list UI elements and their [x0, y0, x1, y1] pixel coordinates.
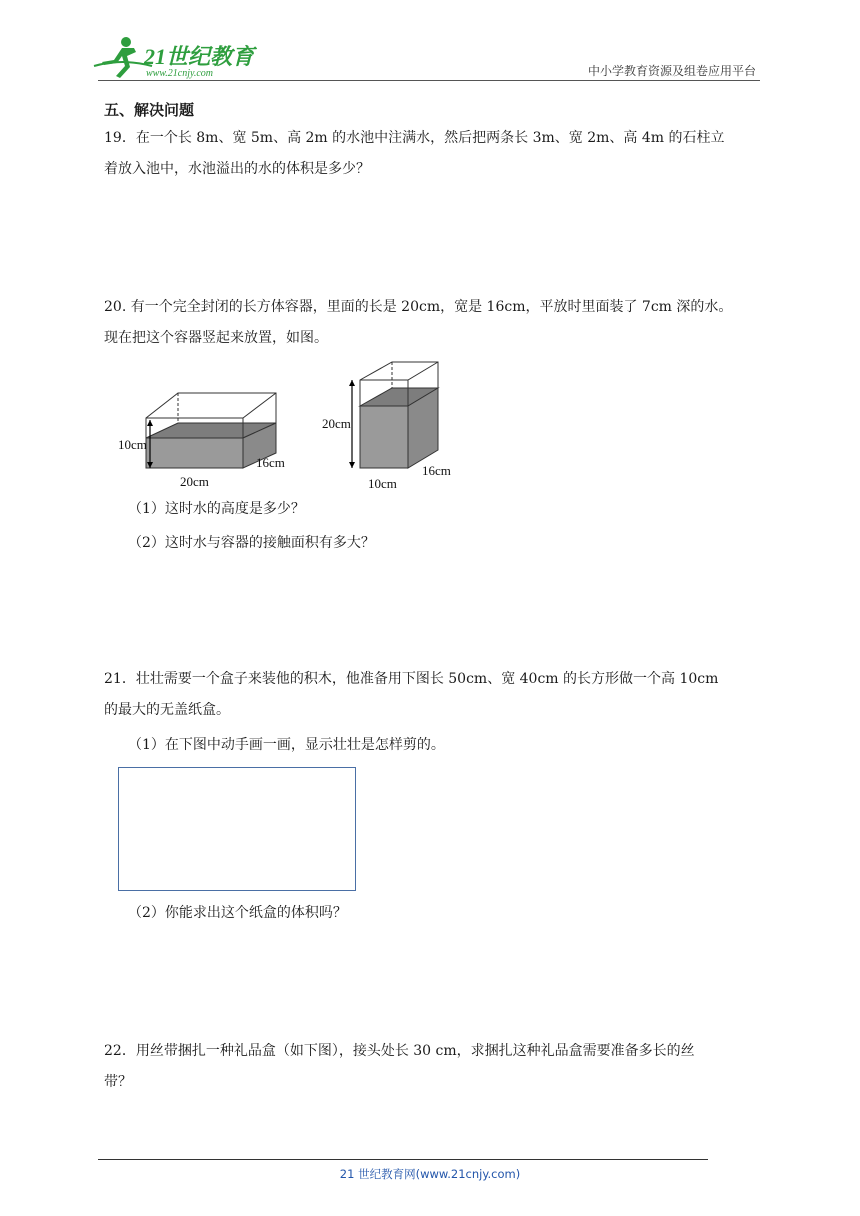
logo-url: www.21cnjy.com	[146, 68, 214, 79]
question-20	[104, 292, 764, 354]
left-width-label: 16cm	[256, 455, 285, 470]
q21-sub2: （2）你能求出这个纸盒的体积吗？	[128, 905, 347, 921]
q20-sub2: （2）这时水与容器的接触面积有多大？	[128, 535, 375, 551]
right-height-label: 20cm	[322, 416, 351, 431]
section-title: 五、解决问题	[104, 101, 195, 119]
question-21	[104, 664, 764, 726]
q22-line2: 带？	[104, 1074, 132, 1090]
q21-line1: 21．壮壮需要一个盒子来装他的积木，他准备用下图长 50cm、宽 40cm 的长方形做一个高 10cm	[104, 671, 719, 687]
footer-divider	[98, 1159, 708, 1160]
right-length-label: 10cm	[368, 476, 397, 491]
q20-line1: 20. 有一个完全封闭的长方体容器，里面的长是 20cm，宽是 16cm，平放时里面装了 7cm 深的水。	[104, 299, 733, 315]
left-height-label: 10cm	[118, 437, 147, 452]
question-19	[104, 123, 764, 185]
q22-line1: 22．用丝带捆扎一种礼品盒（如下图），接头处长 30 cm，求捆扎这种礼品盒需要准备多长的丝	[104, 1043, 695, 1059]
question-22	[104, 1036, 764, 1098]
footer-link[interactable]: 21 世纪教育网(www.21cnjy.com)	[339, 1167, 521, 1181]
container-figure	[116, 358, 466, 494]
q20-line2: 现在把这个容器竖起来放置，如图。	[104, 330, 328, 346]
q20-sub1: （1）这时水的高度是多少？	[128, 501, 305, 517]
q19-line1: 19．在一个长 8m、宽 5m、高 2m 的水池中注满水，然后把两条长 3m、宽 2m、高 4m 的石柱立	[104, 130, 725, 146]
left-length-label: 20cm	[180, 474, 209, 489]
header-platform-text: 中小学教育资源及组卷应用平台	[587, 64, 756, 78]
drawing-rectangle[interactable]	[118, 767, 356, 891]
logo-text: 21世纪教育	[144, 44, 255, 69]
logo	[92, 36, 262, 80]
header-divider	[98, 80, 760, 81]
standing-container	[349, 362, 438, 468]
q21-line2: 的最大的无盖纸盒。	[104, 702, 230, 718]
q19-line2: 着放入池中，水池溢出的水的体积是多少？	[104, 161, 370, 177]
q21-sub1: （1）在下图中动手画一画，显示壮壮是怎样剪的。	[128, 737, 445, 753]
right-width-label: 16cm	[422, 463, 451, 478]
